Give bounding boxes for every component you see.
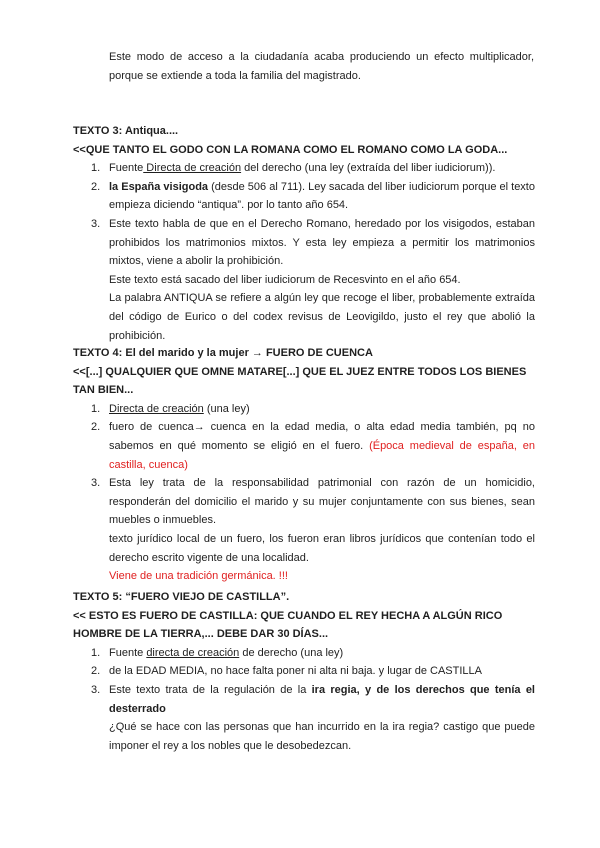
list-item: 2. fuero de cuenca→ cuenca en la edad media, o alta edad media también, pq no sabemos en qué momento se eligió en el fuero. (Época medieval de españa, en castilla, cuenca) — [73, 418, 535, 474]
list-item: 1. Fuente directa de creación de derecho (una ley) — [73, 644, 535, 663]
section-quote: <<QUE TANTO EL GODO CON LA ROMANA COMO EL ROMANO COMO LA GODA... — [73, 143, 508, 156]
section-texto-4 — [73, 344, 535, 586]
list-item: 3. Este texto habla de que en el Derecho Romano, heredado por los visigodos, estaban prohibidos los matrimonios mixtos. Y esta ley empieza a permitir los matrimonios mixtos, viene a abolir la prohibición. — [73, 215, 535, 271]
numbered-list — [73, 400, 535, 530]
note-paragraph: Este texto está sacado del liber iudiciorum de Recesvinto en el año 654. — [109, 273, 461, 286]
list-number: 2. — [91, 665, 101, 678]
note-paragraph: texto jurídico local de un fuero, los fueron eran libros jurídicos que contenían todo el derecho escrito vigente de una localidad. — [109, 532, 535, 564]
underlined-term: directa de creación — [146, 646, 240, 659]
numbered-list — [73, 644, 535, 718]
note-paragraph: ¿Qué se hace con las personas que han incurrido en la ira regia? castigo que puede imponer el rey a los nobles que le desobedezcan. — [109, 721, 535, 752]
list-item: 1. Fuente Directa de creación del derecho (una ley (extraída del liber iudiciorum)). — [73, 159, 535, 178]
section-texto-5 — [73, 588, 535, 755]
list-item: 3. Este texto trata de la regulación de la ira regia, y de los derechos que tenía el desterrado — [73, 681, 535, 718]
list-number: 3. — [91, 477, 101, 490]
section-texto-3 — [73, 122, 535, 345]
list-item: 2. la España visigoda (desde 506 al 711). Ley sacada del liber iudiciorum porque el texto empieza diciendo “antiqua”. por lo tanto año 654. — [73, 178, 535, 215]
underlined-term: Directa de creación — [109, 402, 204, 415]
intro-text: Este modo de acceso a la ciudadanía acaba produciendo un efecto multiplicador, porque se extiende a toda la familia del magistrado. — [109, 51, 534, 82]
list-number: 1. — [91, 402, 101, 415]
list-number: 2. — [91, 421, 101, 434]
numbered-list — [73, 159, 535, 271]
list-item: 3. Esta ley trata de la responsabilidad patrimonial con razón de un homicidio, responderán del domicilio el marido y su mujer conjuntamente con sus bienes, sean muebles o inmuebles. — [73, 474, 535, 530]
section-title: TEXTO 4: El del marido y la mujer → FUERO DE CUENCA — [73, 347, 373, 359]
section-title: TEXTO 3: Antiqua.... — [73, 125, 179, 137]
section-title: TEXTO 5: “FUERO VIEJO DE CASTILLA”. — [73, 591, 290, 603]
note-paragraph: La palabra ANTIQUA se refiere a algún ley que recoge el liber, probablemente extraída del código de Eurico o del codex revisus de Leovigildo, justo el rey que abolió la prohibición. — [109, 292, 535, 342]
list-number: 3. — [91, 683, 101, 696]
list-number: 2. — [91, 180, 101, 193]
list-number: 1. — [91, 646, 101, 659]
section-quote: <<[...] QUALQUIER QUE OMNE MATARE[...] QUE EL JUEZ ENTRE TODOS LOS BIENES TAN BIEN... — [73, 365, 527, 397]
underlined-term: Directa de creación — [143, 162, 242, 175]
bold-term: la España visigoda — [109, 180, 209, 193]
list-number: 1. — [91, 162, 101, 175]
list-item: 2. de la EDAD MEDIA, no hace falta poner ni alta ni baja. y lugar de CASTILLA — [73, 662, 535, 681]
list-item: 1. Directa de creación (una ley) — [73, 400, 535, 419]
list-number: 3. — [91, 217, 101, 230]
intro-paragraph — [109, 48, 534, 85]
bold-term: ira regia, y de los derechos que tenía el desterrado — [109, 683, 535, 715]
red-note: Viene de una tradición germánica. !!! — [109, 570, 288, 583]
red-highlight: (Época medieval de españa, en castilla, cuenca) — [109, 439, 535, 471]
section-quote: << ESTO ES FUERO DE CASTILLA: QUE CUANDO EL REY HECHA A ALGÚN RICO HOMBRE DE LA TIERRA,... DEBE DAR 30 DÍAS... — [73, 609, 503, 641]
